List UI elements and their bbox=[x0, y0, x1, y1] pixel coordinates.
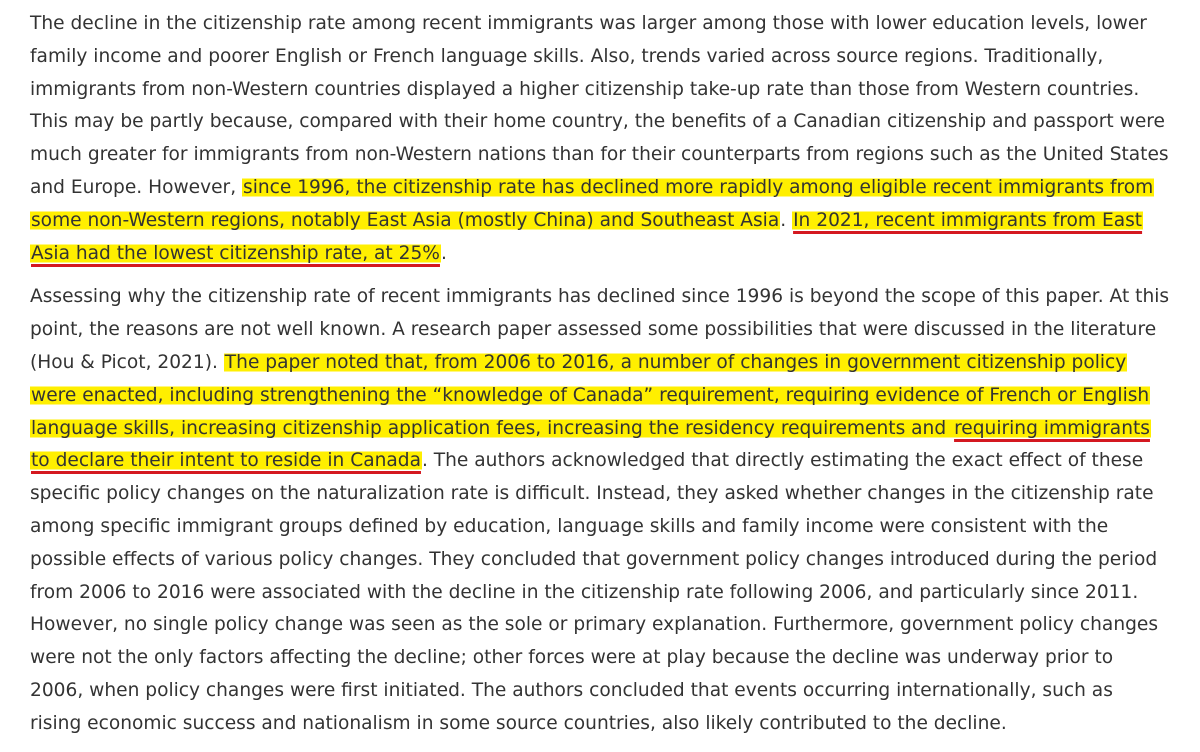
paragraph-1-text: The decline in the citizenship rate among recent immigrants was larger among those with lower education levels, lower family income and poorer English or French language skills. Also, trends varied across source regions. Traditionally, immigrants from non-Western countries displayed a higher citizenship take-up rate than those from Western countries. This may be partly because, compared with their home country, the benefits of a Canadian citizenship and passport were much greater for immigrants from non-Western nations than for their counterparts from regions such as the United States and Europe. However, bbox=[30, 13, 1169, 198]
paragraph-2-text: Assessing why the citizenship rate of recent immigrants has declined since 1996 is beyond the scope of this paper. At this point, the reasons are not well known. A research paper assessed some possibilities that were discussed in the literature (Hou & Picot, 2021). bbox=[30, 286, 1170, 373]
paragraph-1-text: . bbox=[440, 242, 447, 264]
highlight-underline-intent-to-reside: requiring immigrants to declare their intent to reside in Canada bbox=[31, 417, 1150, 472]
paragraph-2-text: . The authors acknowledged that directly estimating the exact effect of these specific policy changes on the naturalization rate is difficult. Instead, they asked whether changes in the citizenship rate among specific immigrant groups defined by education, language skills and family income were consistent with the possible effects of various policy changes. They concluded that government policy changes introduced during the period from 2006 to 2016 were associated with the decline in the citizenship rate following 2006, and particularly since 2011. However, no single policy change was seen as the sole or primary explanation. Furthermore, government policy changes were not the only factors affecting the decline; other forces were at play because the decline was underway prior to 2006, when policy changes were first initiated. The authors concluded that events occurring internationally, such as rising economic success and nationalism in some source countries, also likely contributed to the decline. bbox=[30, 450, 1159, 734]
paragraph-1 bbox=[30, 8, 1170, 270]
highlight-policy-changes: The paper noted that, from 2006 to 2016, a number of changes in government citizenship policy were enacted, including strengthening the “knowledge of Canada” requirement, requiring evidence of French or English language skills, increasing citizenship application fees, increasing the residency requirements and bbox=[31, 351, 1150, 439]
highlight-decline-since-1996: since 1996, the citizenship rate has declined more rapidly among eligible recent immigrants from some non-Western regions, notably East Asia (mostly China) and Southeast Asia bbox=[31, 176, 1154, 231]
paragraph-2 bbox=[30, 281, 1170, 740]
document-body bbox=[30, 8, 1170, 752]
highlight-underline-east-asia-rate: In 2021, recent immigrants from East Asia had the lowest citizenship rate, at 25% bbox=[31, 209, 1143, 264]
paragraph-1-text: . bbox=[780, 209, 793, 231]
